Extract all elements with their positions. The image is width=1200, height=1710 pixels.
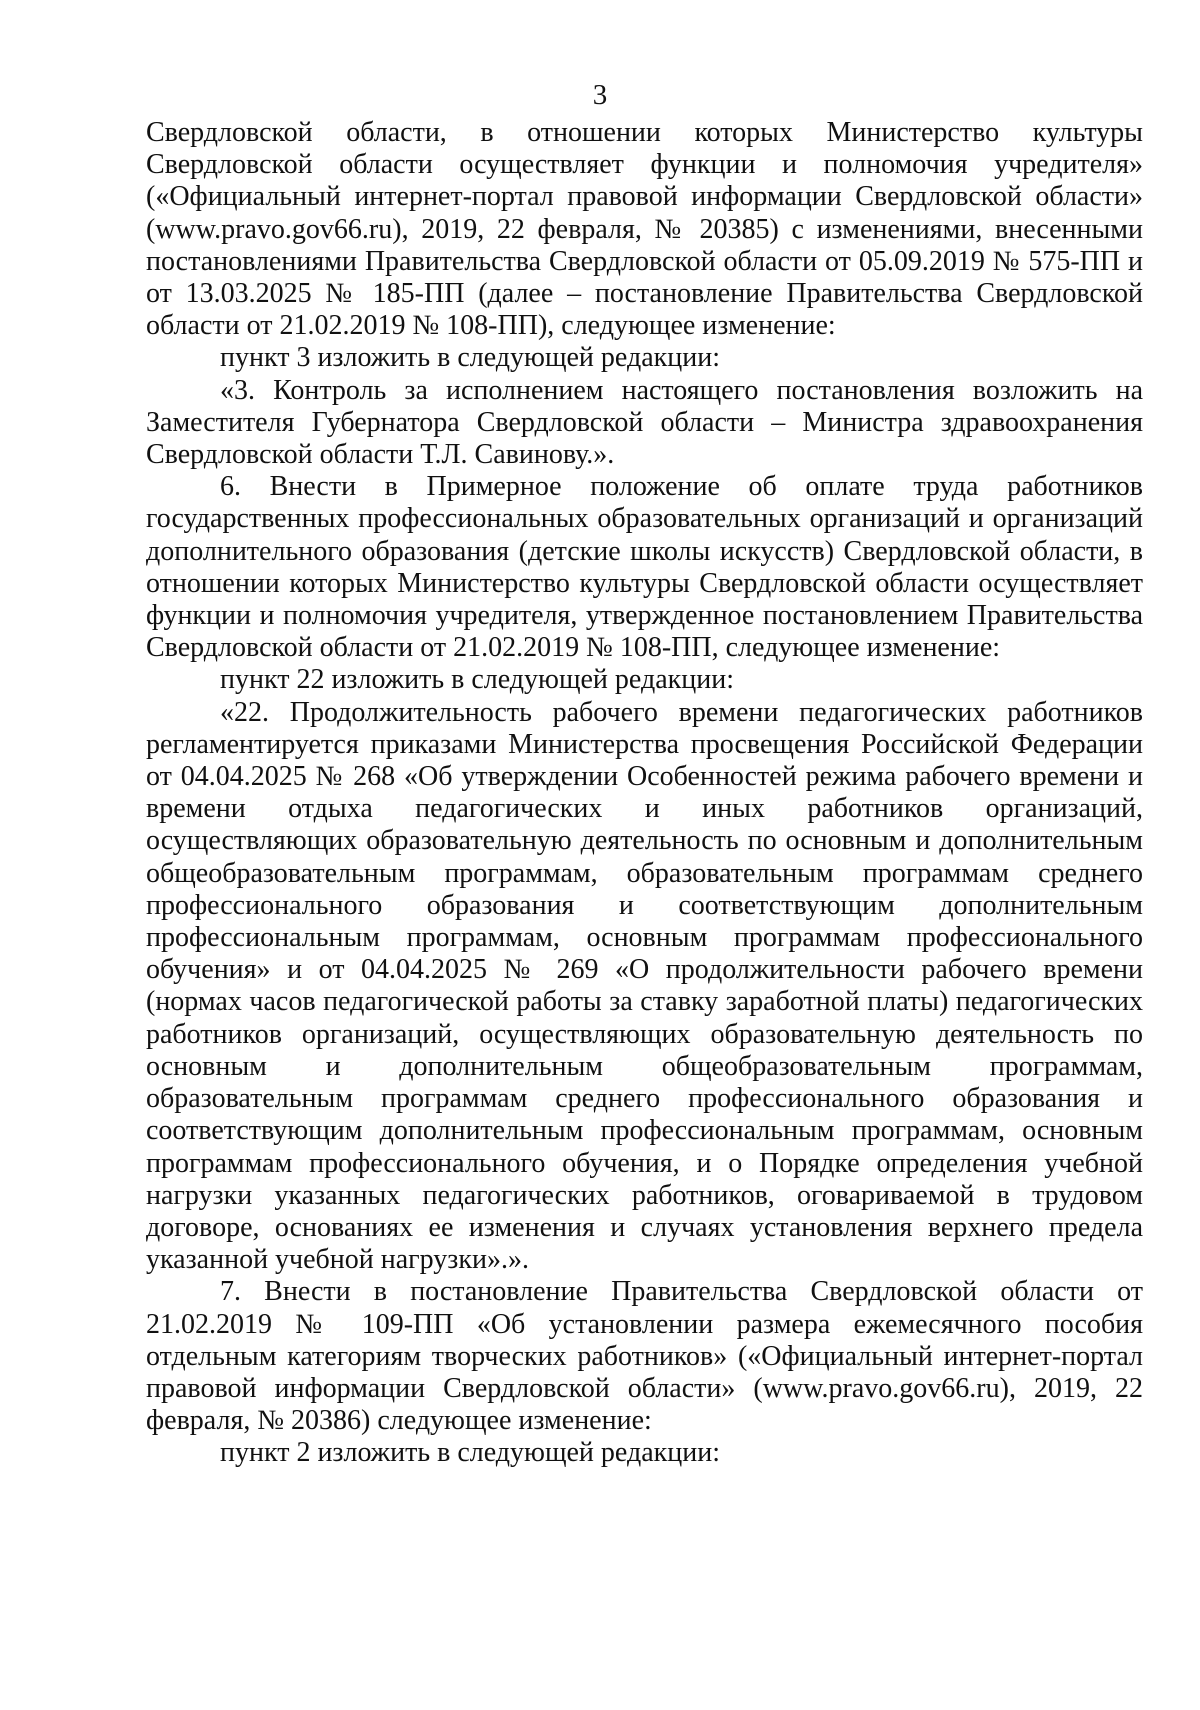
paragraph-item-22-intro: пункт 22 изложить в следующей редакции: (220, 664, 734, 696)
paragraph-section-7: 7. Внести в постановление Правительства Свердловской области от 21.02.2019 № 109-ПП «Об установлении размера ежемесячного пособия отдельным категориям творческих работников» («Официальный интернет-портал правовой информации Свердловской области» (www.pravo.gov66.ru), 2019, 22 февраля, № 20386) следующее изменение: (146, 1276, 1143, 1437)
paragraph-item-3-text: «3. Контроль за исполнением настоящего постановления возложить на Заместителя Губернатора Свердловской области – Министра здравоохранения Свердловской области Т.Л. Савинову.». (146, 374, 1143, 471)
paragraph-item-22-text: «22. Продолжительность рабочего времени педагогических работников регламентируется приказами Министерства просвещения Российской Федерации от 04.04.2025 № 268 «Об утверждении Особенностей режима рабочего времени и времени отдыха педагогических и иных работников организаций, осуществляющих образовательную деятельность по основным и дополнительным общеобразовательным программам, образовательным программам среднего профессионального образования и соответствующим дополнительным профессиональным программам, основным программам профессионального обучения» и от 04.04.2025 № 269 «О продолжительности рабочего времени (нормах часов педагогической работы за ставку заработной платы) педагогических работников организаций, осуществляющих образовательную деятельность по основным и дополнительным общеобразовательным программам, образовательным программам среднего профессионального образования и соответствующим дополнительным профессиональным программам, основным программам профессионального обучения, и о Порядке определения учебной нагрузки указанных педагогических работников, оговариваемой в трудовом договоре, основаниях ее изменения и случаях установления верхнего предела указанной учебной нагрузки».». (146, 696, 1143, 1276)
document-body (146, 117, 1143, 1470)
paragraph-item-2-intro: пункт 2 изложить в следующей редакции: (220, 1437, 720, 1469)
page-number: 3 (592, 79, 608, 111)
paragraph-continuation: Свердловской области, в отношении которых Министерство культуры Свердловской области осуществляет функции и полномочия учредителя» («Официальный интернет-портал правовой информации Свердловской области» (www.pravo.gov66.ru), 2019, 22 февраля, № 20385) с изменениями, внесенными постановлениями Правительства Свердловской области от 05.09.2019 № 575-ПП и от 13.03.2025 № 185-ПП (далее – постановление Правительства Свердловской области от 21.02.2019 № 108-ПП), следующее изменение: (146, 117, 1143, 342)
paragraph-section-6: 6. Внести в Примерное положение об оплате труда работников государственных профессиональных образовательных организаций и организаций дополнительного образования (детские школы искусств) Свердловской области, в отношении которых Министерство культуры Свердловской области осуществляет функции и полномочия учредителя, утвержденное постановлением Правительства Свердловской области от 21.02.2019 № 108-ПП, следующее изменение: (146, 471, 1143, 664)
paragraph-item-3-intro: пункт 3 изложить в следующей редакции: (220, 342, 720, 374)
